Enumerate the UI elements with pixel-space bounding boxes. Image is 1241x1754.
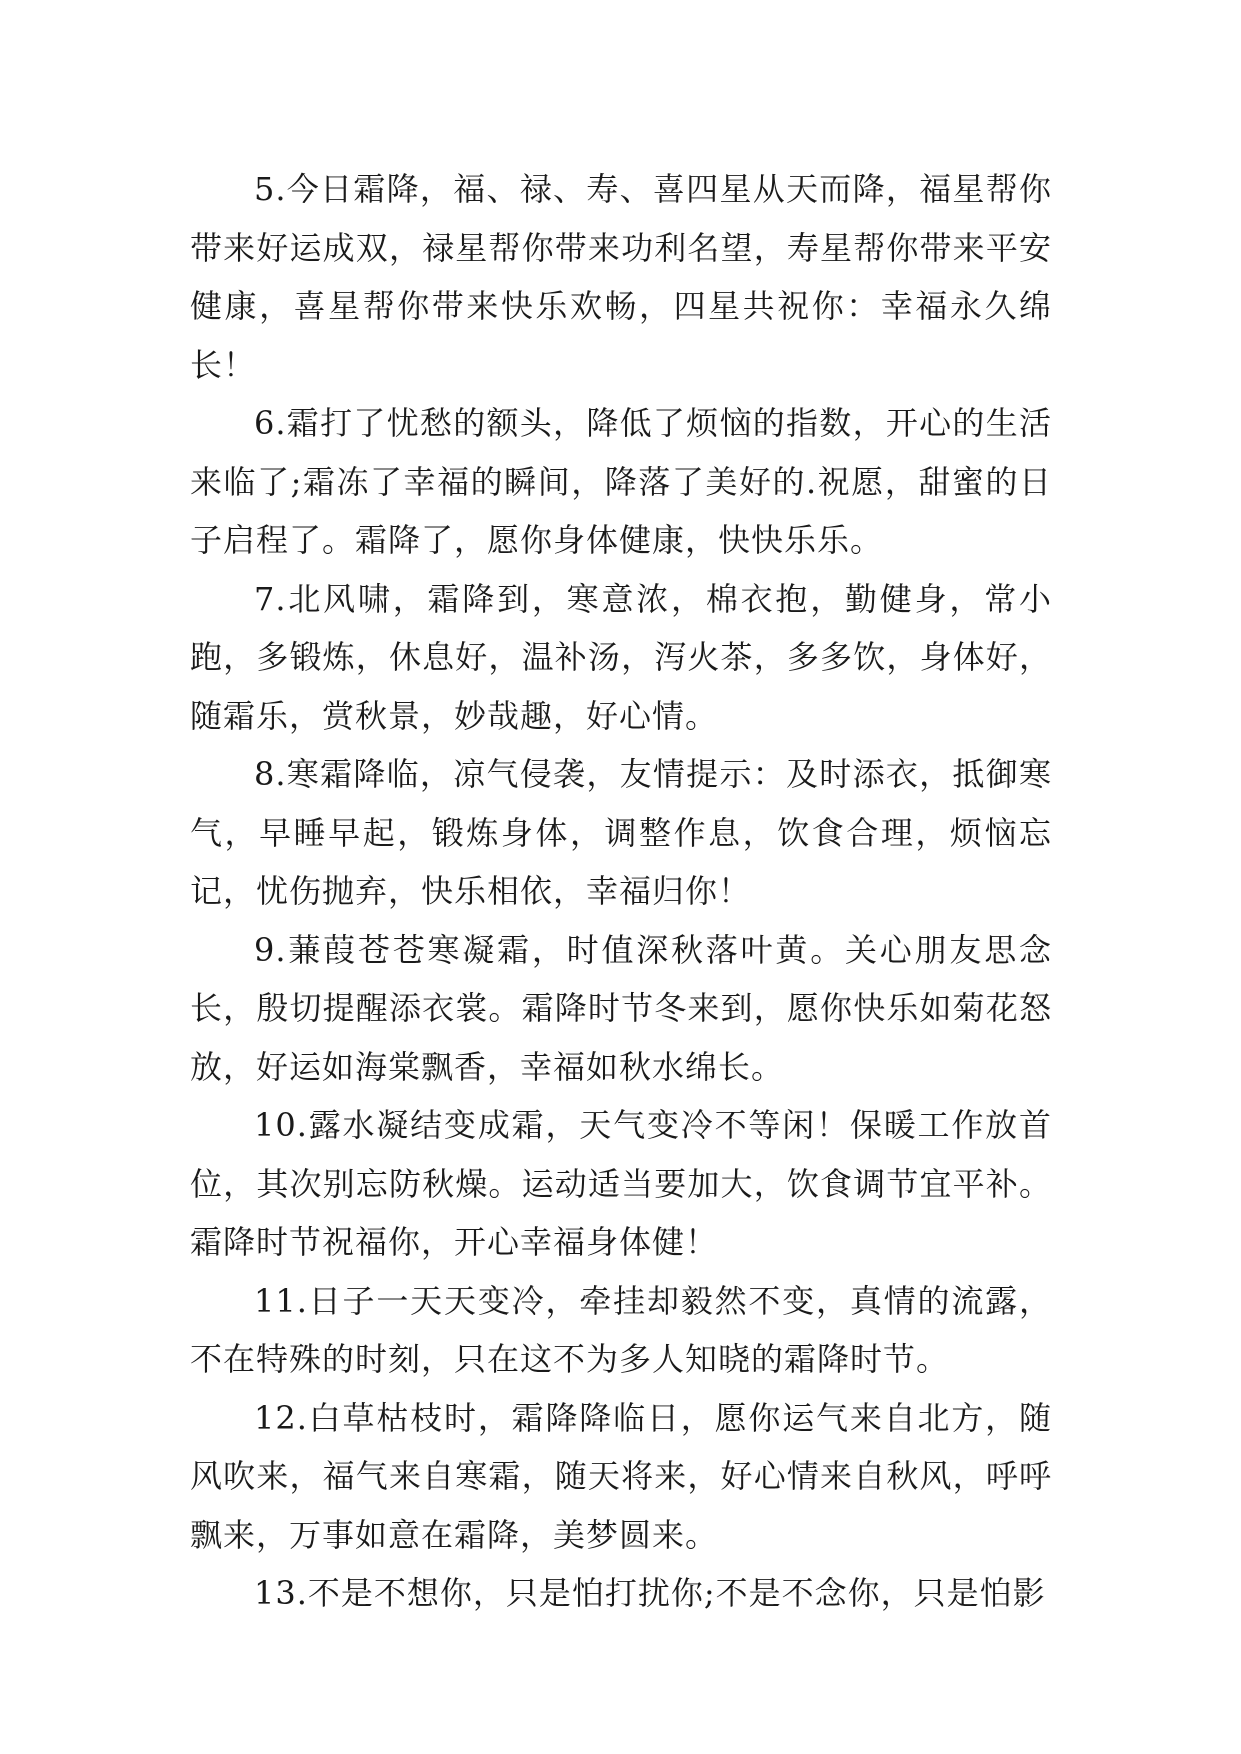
- paragraph-8: 8.寒霜降临，凉气侵袭，友情提示：及时添衣，抵御寒气，早睡早起，锻炼身体，调整作息，饮食合理，烦恼忘记，忧伤抛弃，快乐相依，幸福归你！: [190, 755, 1052, 910]
- paragraph-11: 11.日子一天天变冷，牵挂却毅然不变，真情的流露，不在特殊的时刻，只在这不为多人知晓的霜降时节。: [190, 1281, 1052, 1378]
- paragraph-7: 7.北风啸，霜降到，寒意浓，棉衣抱，勤健身，常小跑，多锻炼，休息好，温补汤，泻火茶，多多饮，身体好，随霜乐，赏秋景，妙哉趣，好心情。: [190, 579, 1052, 735]
- paragraph-5: 5.今日霜降，福、禄、寿、喜四星从天而降，福星帮你带来好运成双，禄星帮你带来功利名望，寿星帮你带来平安健康，喜星帮你带来快乐欢畅，四星共祝你：幸福永久绵长！: [190, 170, 1052, 384]
- paragraph-10: 10.露水凝结变成霜，天气变冷不等闲！保暖工作放首位，其次别忘防秋燥。运动适当要加大，饮食调节宜平补。霜降时节祝福你，开心幸福身体健！: [190, 1106, 1052, 1261]
- paragraph-6: 6.霜打了忧愁的额头，降低了烦恼的指数，开心的生活来临了;霜冻了幸福的瞬间，降落了美好的.祝愿，甜蜜的日子启程了。霜降了，愿你身体健康，快快乐乐。: [190, 404, 1052, 559]
- document-body: [190, 160, 1052, 1623]
- paragraph-12: 12.白草枯枝时，霜降降临日，愿你运气来自北方，随风吹来，福气来自寒霜，随天将来，好心情来自秋风，呼呼飘来，万事如意在霜降，美梦圆来。: [190, 1398, 1052, 1554]
- paragraph-13: 13.不是不想你，只是怕打扰你;不是不念你，只是怕影: [254, 1574, 1046, 1612]
- paragraph-9: 9.蒹葭苍苍寒凝霜，时值深秋落叶黄。关心朋友思念长，殷切提醒添衣裳。霜降时节冬来到，愿你快乐如菊花怒放，好运如海棠飘香，幸福如秋水绵长。: [190, 930, 1052, 1086]
